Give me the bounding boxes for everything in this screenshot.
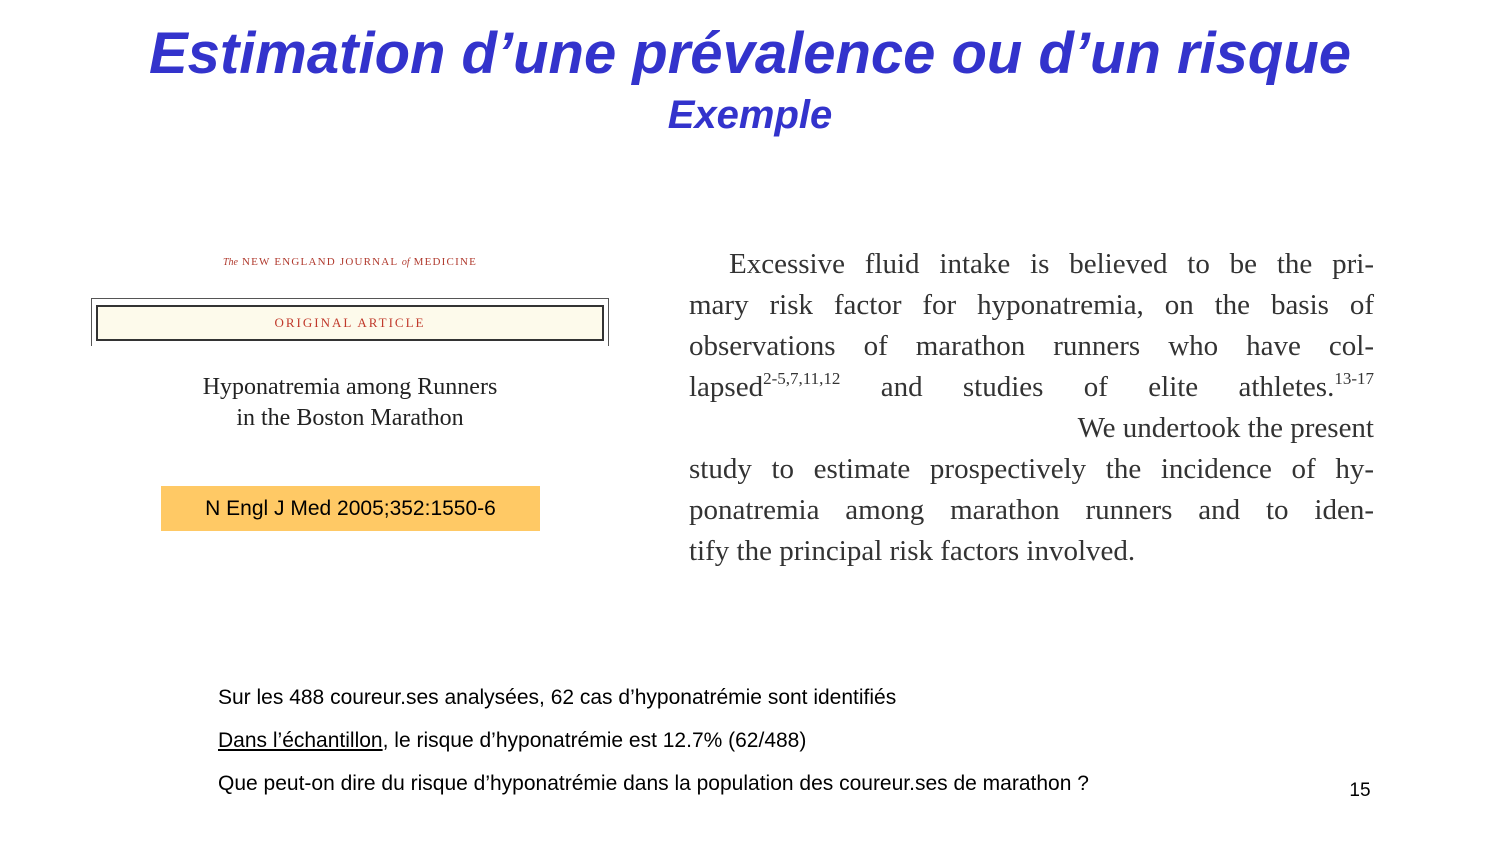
note-line <box>218 719 1089 762</box>
excerpt-text: and studies of elite athletes. <box>840 371 1335 403</box>
notes <box>218 676 1089 805</box>
note-line: Que peut-on dire du risque d’hyponatrémie dans la population des coureur.ses de marathon ? <box>218 772 1089 795</box>
excerpt-line: study to estimate prospectively the incidence of hy- <box>689 453 1374 485</box>
reference-superscript: 2-5,7,11,12 <box>763 369 841 388</box>
slide-subtitle: Exemple <box>667 93 833 137</box>
excerpt-line <box>689 367 1374 408</box>
journal-name-part2: MEDICINE <box>413 256 478 268</box>
journal-name-part1: NEW ENGLAND JOURNAL <box>241 256 398 268</box>
article-title-line: Hyponatremia among Runners <box>202 374 498 400</box>
note-line: Sur les 488 coureur.ses analysées, 62 cas d’hyponatrémie sont identifiés <box>218 686 897 709</box>
excerpt-line: observations of marathon runners who have col- <box>689 330 1374 362</box>
excerpt-line: Excessive fluid intake is believed to be the pri- <box>729 248 1374 280</box>
journal-name <box>90 256 610 268</box>
slide-title: Estimation d’une prévalence ou d’un risque <box>148 21 1352 86</box>
excerpt-line: mary risk factor for hyponatremia, on the basis of <box>689 289 1374 321</box>
excerpt-line: ponatremia among marathon runners and to iden- <box>689 494 1374 526</box>
journal-of: of <box>401 257 410 268</box>
journal-prefix: The <box>222 257 238 268</box>
page-number: 15 <box>1349 780 1371 801</box>
article-title-line: in the Boston Marathon <box>236 405 464 431</box>
article-excerpt <box>689 244 1374 572</box>
excerpt-line: We undertook the present <box>1077 412 1374 444</box>
excerpt-text: lapsed <box>689 371 764 403</box>
underlined-term: Dans l’échantillon <box>218 729 383 752</box>
citation-badge: N Engl J Med 2005;352:1550-6 <box>161 486 540 531</box>
excerpt-line: tify the principal risk factors involved. <box>689 535 1136 567</box>
section-label: ORIGINAL ARTICLE <box>96 305 604 341</box>
article-title <box>90 372 610 434</box>
note-text: , le risque d’hyponatrémie est 12.7% (62/488) <box>382 729 807 752</box>
reference-superscript: 13-17 <box>1334 369 1374 388</box>
